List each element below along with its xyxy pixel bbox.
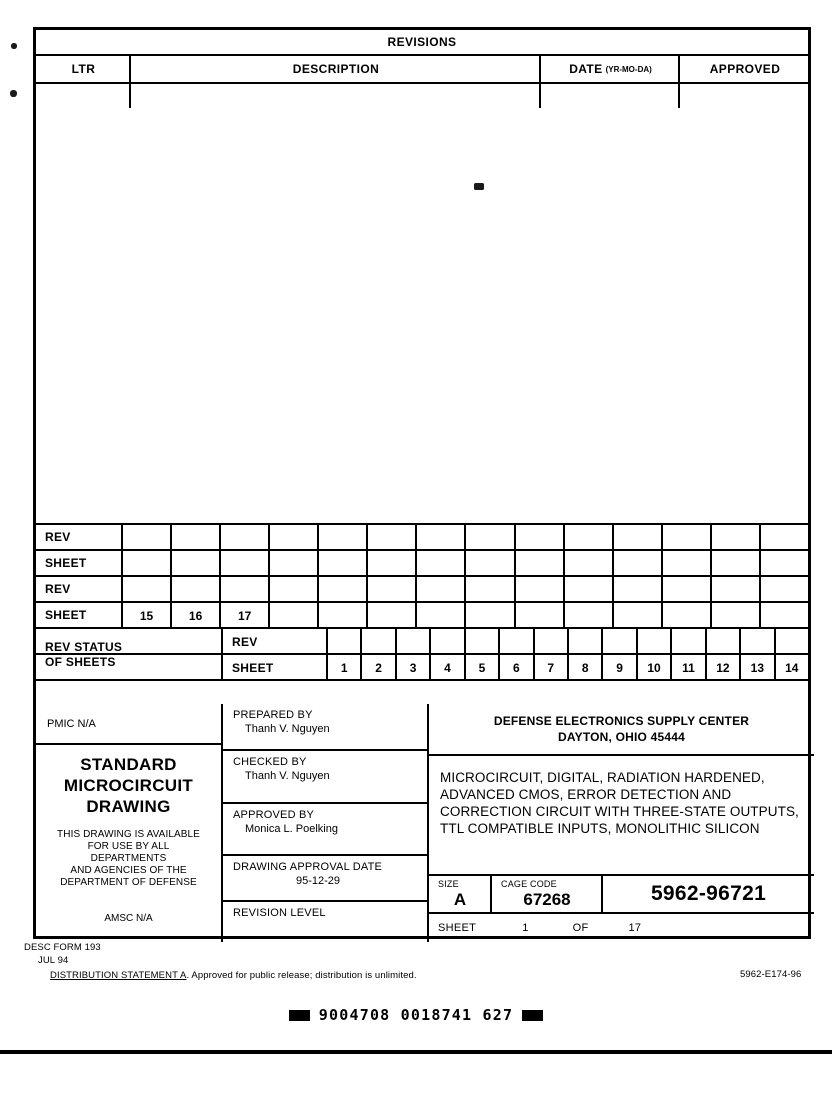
rev-status-cell: [516, 603, 565, 629]
rev-status-cell: [712, 551, 761, 577]
rev-status-cell: [319, 525, 368, 551]
bottom-rule: [0, 1050, 832, 1054]
drawing-approval-date-field: [223, 856, 429, 902]
rev-status-cell: 17: [221, 603, 270, 629]
rev-status-sheet-cell: 9: [603, 655, 637, 681]
rev-status-cell: [663, 525, 712, 551]
rev-status-rev-cell: [397, 629, 431, 655]
revisions-divider-ltr: [129, 56, 131, 84]
rev-status-sheet-cell: 11: [672, 655, 706, 681]
rev-status-cell: [123, 577, 172, 603]
rev-status-cell: [172, 577, 221, 603]
rev-status-cell: [417, 577, 466, 603]
size-value: A: [453, 890, 467, 909]
revisions-col-date-label: DATE: [569, 62, 603, 76]
rev-status-cell: [467, 525, 516, 551]
rev-status-cell: [614, 525, 663, 551]
sheet-of-label: OF: [572, 922, 589, 934]
agency-line2: DAYTON, OHIO 45444: [558, 730, 685, 744]
drawing-frame: [33, 27, 811, 939]
approved-by-label: APPROVED BY: [233, 809, 315, 821]
availability-line2: FOR USE BY ALL: [87, 841, 170, 852]
revisions-entry-tick-date: [539, 84, 541, 108]
rev-status-cell: [172, 551, 221, 577]
distribution-statement-label: DISTRIBUTION STATEMENT A: [50, 970, 187, 981]
rev-status-cell: [417, 551, 466, 577]
desc-form-line2: JUL 94: [38, 955, 69, 966]
rev-status-rev-cell: [707, 629, 741, 655]
scan-artifact: [10, 90, 17, 97]
approval-date-label: DRAWING APPROVAL DATE: [233, 861, 383, 873]
rev-status-cell: [270, 525, 319, 551]
rev-status-label-line2: OF SHEETS: [45, 655, 116, 669]
rev-status-cell: [565, 525, 614, 551]
rev-status-cell: [712, 603, 761, 629]
rev-status-cell: [614, 551, 663, 577]
rev-status-cell: [270, 603, 319, 629]
sheet-number-row: [429, 914, 814, 942]
rev-status-rev-cell: [431, 629, 465, 655]
cage-code-field: [492, 876, 603, 912]
rev-status-cell: [123, 525, 172, 551]
rev-status-rev-cell: [569, 629, 603, 655]
rev-status-sheet-cell: 7: [535, 655, 569, 681]
checked-by-label: CHECKED BY: [233, 756, 307, 768]
revisions-entry-tick-ltr: [129, 84, 131, 108]
checked-by-value: Thanh V. Nguyen: [245, 770, 330, 782]
rev-status-rev-cell: [776, 629, 810, 655]
prepared-by-value: Thanh V. Nguyen: [245, 723, 330, 735]
revisions-col-date: [541, 56, 680, 82]
checked-by-field: [223, 751, 429, 804]
size-label: SIZE: [438, 879, 459, 889]
pmic-value: PMIC N/A: [47, 717, 96, 730]
revisions-col-date-format: (YR-MO-DA): [605, 64, 652, 74]
standard-microcircuit-drawing-block: [36, 745, 223, 942]
rev-status-cell: 16: [172, 603, 221, 629]
barcode-block-right: [522, 1010, 543, 1021]
rev-status-cell: [319, 603, 368, 629]
revisions-col-ltr: LTR: [71, 62, 96, 76]
rev-status-rev-cell: [741, 629, 775, 655]
availability-line5: DEPARTMENT OF DEFENSE: [60, 877, 197, 888]
rev-status-cell: [565, 551, 614, 577]
rev-status-cell: [368, 551, 417, 577]
rev-status-cell: [516, 551, 565, 577]
rev-status-sub-rev-label: REV: [223, 629, 328, 655]
rev-status-row-label: SHEET: [36, 551, 123, 575]
rev-status-cell: [221, 525, 270, 551]
rev-status-cell: [270, 577, 319, 603]
rev-status-cell: [319, 577, 368, 603]
distribution-statement-line: [50, 970, 417, 981]
scan-artifact: [11, 43, 17, 49]
rev-status-cell: [761, 551, 810, 577]
sheet-label: SHEET: [438, 922, 477, 934]
rev-status-sheet-cell: 12: [707, 655, 741, 681]
rev-status-cell: [319, 551, 368, 577]
rev-status-row-label: REV: [36, 525, 123, 549]
rev-status-rev-cell: [672, 629, 706, 655]
rev-status-cell: 15: [123, 603, 172, 629]
rev-status-cell: [123, 551, 172, 577]
rev-status-rev-cell: [466, 629, 500, 655]
rev-status-cell: [516, 577, 565, 603]
rev-status-rev-cell: [362, 629, 396, 655]
revisions-col-description: DESCRIPTION: [292, 62, 380, 76]
availability-line3: DEPARTMENTS: [90, 853, 167, 864]
rev-status-cell: [417, 603, 466, 629]
rev-status-sheet-cell: 6: [500, 655, 534, 681]
rev-status-rev-cell: [535, 629, 569, 655]
revisions-entry-tick-approved: [678, 84, 680, 108]
approved-by-value: Monica L. Poelking: [245, 823, 338, 835]
rev-status-cell: [467, 603, 516, 629]
smd-title-line2: MICROCIRCUIT: [63, 776, 194, 795]
desc-form-line1: DESC FORM 193: [24, 942, 101, 953]
agency-block: [429, 704, 814, 756]
rev-status-sheet-cell: 14: [776, 655, 810, 681]
rev-status-sheet-cell: 5: [466, 655, 500, 681]
smd-title-line3: DRAWING: [86, 797, 171, 816]
rev-status-row-label: REV: [36, 577, 123, 601]
prepared-by-label: PREPARED BY: [233, 709, 313, 721]
rev-status-cell: [761, 577, 810, 603]
rev-status-cell: [761, 603, 810, 629]
rev-status-rev-cell: [328, 629, 362, 655]
sheet-number-value: 1: [522, 922, 529, 934]
sheet-total-value: 17: [628, 922, 642, 934]
cage-code-label: CAGE CODE: [501, 879, 557, 889]
rev-status-rev-cell: [638, 629, 672, 655]
smd-title-line1: STANDARD: [80, 755, 177, 774]
approved-by-field: [223, 804, 429, 856]
revisions-header-row: [36, 56, 808, 84]
rev-status-row-label: SHEET: [36, 603, 123, 627]
rev-status-cell: [712, 525, 761, 551]
rev-status-cell: [663, 603, 712, 629]
revisions-divider-date: [539, 56, 541, 84]
rev-status-rev-cell: [500, 629, 534, 655]
rev-status-cell: [368, 525, 417, 551]
size-field: [429, 876, 492, 912]
rev-status-cell: [221, 577, 270, 603]
rev-status-cell: [368, 577, 417, 603]
rev-status-sheet-cell: 1: [328, 655, 362, 681]
rev-status-cell: [467, 551, 516, 577]
rev-status-cell: [712, 577, 761, 603]
revision-level-field: [223, 902, 429, 942]
rev-status-cell: [270, 551, 319, 577]
rev-status-cell: [663, 551, 712, 577]
revisions-title: REVISIONS: [36, 30, 808, 56]
rev-status-cell: [368, 603, 417, 629]
rev-status-cell: [565, 577, 614, 603]
rev-status-cell: [614, 603, 663, 629]
drawing-description: MICROCIRCUIT, DIGITAL, RADIATION HARDENED, ADVANCED CMOS, ERROR DETECTION AND CORRECTION CIRCUIT WITH THREE-STATE OUTPUTS, TTL COMPATIBLE INPUTS, MONOLITHIC SILICON: [429, 756, 814, 876]
approval-date-value: 95-12-29: [295, 875, 341, 887]
rev-status-sheet-cell: 4: [431, 655, 465, 681]
revisions-col-approved: APPROVED: [709, 62, 781, 76]
rev-status-cell: [614, 577, 663, 603]
rev-status-cell: [417, 525, 466, 551]
prepared-by-field: [223, 704, 429, 751]
barcode-line: [0, 1006, 832, 1024]
drawing-number-field: [603, 876, 814, 912]
drawing-number-value: 5962-96721: [650, 882, 767, 905]
rev-status-label-line1: REV STATUS: [45, 640, 123, 654]
rev-status-rev-cell: [603, 629, 637, 655]
barcode-block-left: [289, 1010, 310, 1021]
rev-status-cell: [516, 525, 565, 551]
document-code: 5962-E174-96: [740, 969, 802, 980]
availability-line4: AND AGENCIES OF THE: [70, 865, 187, 876]
size-cage-number-row: [429, 876, 814, 914]
rev-status-sheet-cell: 2: [362, 655, 396, 681]
barcode-text: 9004708 0018741 627: [318, 1006, 514, 1024]
revisions-divider-approved: [678, 56, 680, 84]
pmic-field: [36, 704, 223, 745]
revision-level-label: REVISION LEVEL: [233, 907, 326, 919]
rev-status-cell: [663, 577, 712, 603]
rev-status-table: [36, 523, 808, 704]
rev-status-sheet-cell: 13: [741, 655, 775, 681]
availability-line1: THIS DRAWING IS AVAILABLE: [57, 829, 200, 840]
rev-status-cell: [172, 525, 221, 551]
amsc-value: AMSC N/A: [104, 913, 153, 924]
rev-status-sub-sheet-label: SHEET: [223, 655, 328, 681]
rev-status-cell: [565, 603, 614, 629]
rev-status-sheet-cell: 10: [638, 655, 672, 681]
title-block: [36, 704, 808, 942]
rev-status-cell: [467, 577, 516, 603]
agency-line1: DEFENSE ELECTRONICS SUPPLY CENTER: [493, 714, 750, 728]
rev-status-sheet-cell: 8: [569, 655, 603, 681]
distribution-statement-text: . Approved for public release; distribution is unlimited.: [186, 970, 417, 981]
rev-status-cell: [221, 551, 270, 577]
cage-code-value: 67268: [523, 890, 571, 909]
rev-status-sheet-cell: 3: [397, 655, 431, 681]
rev-status-cell: [761, 525, 810, 551]
